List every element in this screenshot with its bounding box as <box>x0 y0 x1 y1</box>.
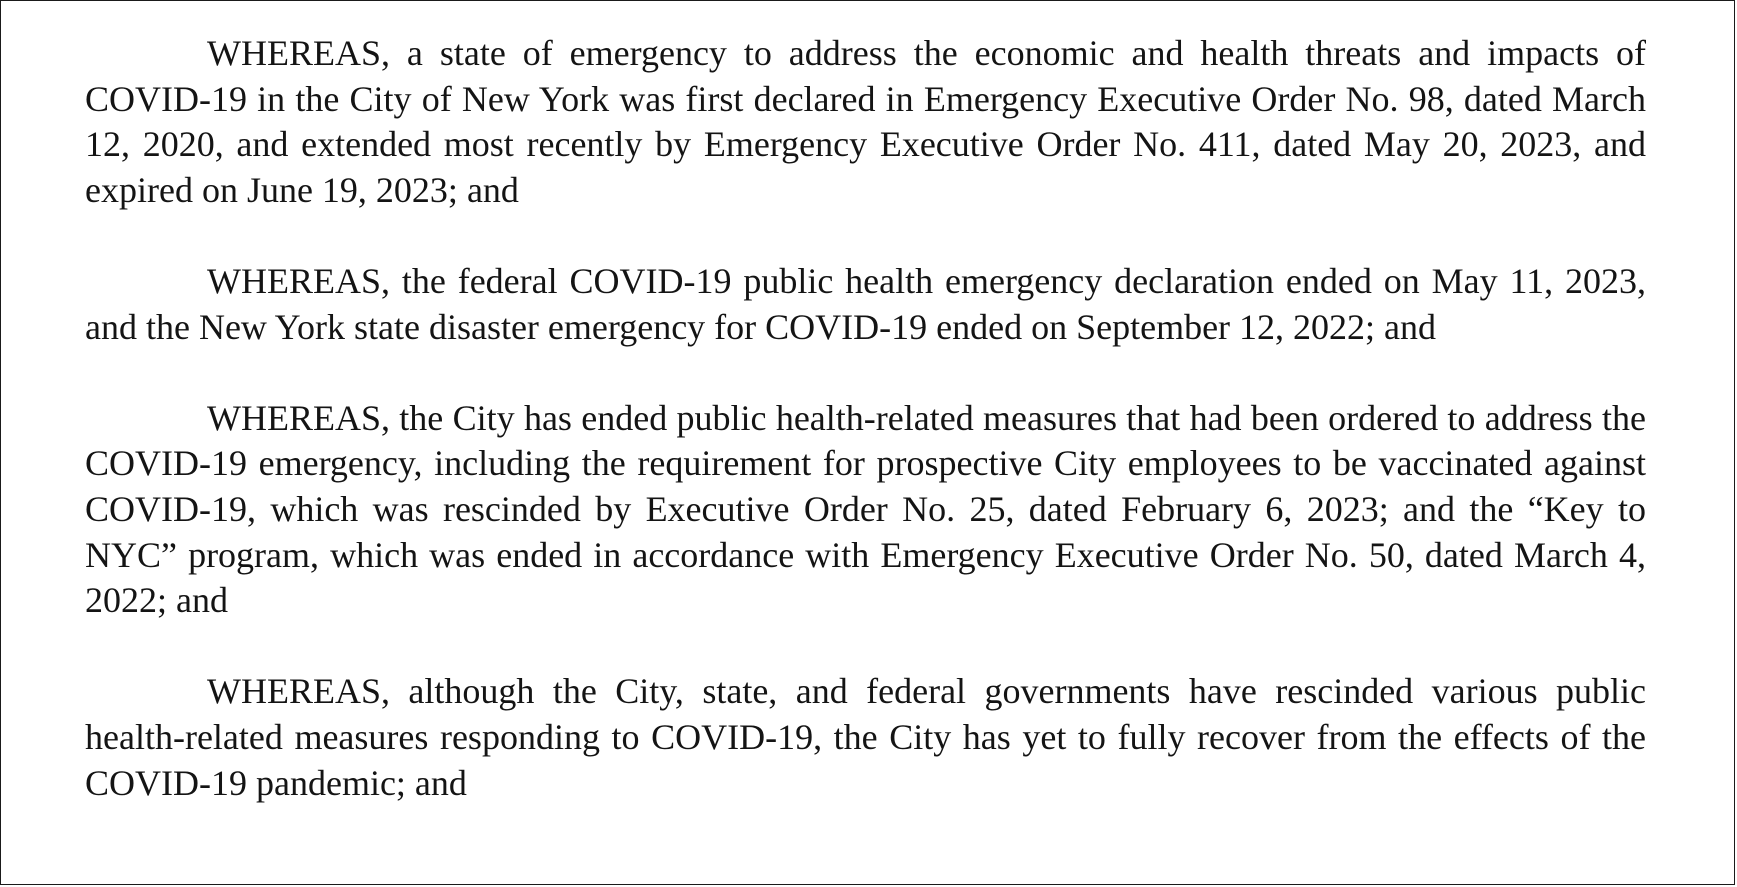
whereas-paragraph-1: WHEREAS, a state of emergency to address the economic and health threats and impacts of COVID-19 in the City of New York was first declared in Emergency Executive Order No. 98, dated March 12, 2020, and extended most recently by Emergency Executive Order No. 411, dated May 20, 2023, and expired on June 19, 2023; and <box>85 33 1646 210</box>
whereas-paragraph-3: WHEREAS, the City has ended public health-related measures that had been ordered to address the COVID-19 emergency, including the requirement for prospective City employees to be vaccinated against COVID-19, which was rescinded by Executive Order No. 25, dated February 6, 2023; and the “Key to NYC” program, which was ended in accordance with Emergency Executive Order No. 50, dated March 4, 2022; and <box>85 397 1646 621</box>
document-body <box>85 31 1646 806</box>
whereas-paragraph-2: WHEREAS, the federal COVID-19 public health emergency declaration ended on May 11, 2023, and the New York state disaster emergency for COVID-19 ended on September 12, 2022; and <box>85 260 1646 347</box>
whereas-paragraph-4: WHEREAS, although the City, state, and federal governments have rescinded various public health-related measures responding to COVID-19, the City has yet to fully recover from the effects of the COVID-19 pandemic; and <box>85 671 1646 803</box>
